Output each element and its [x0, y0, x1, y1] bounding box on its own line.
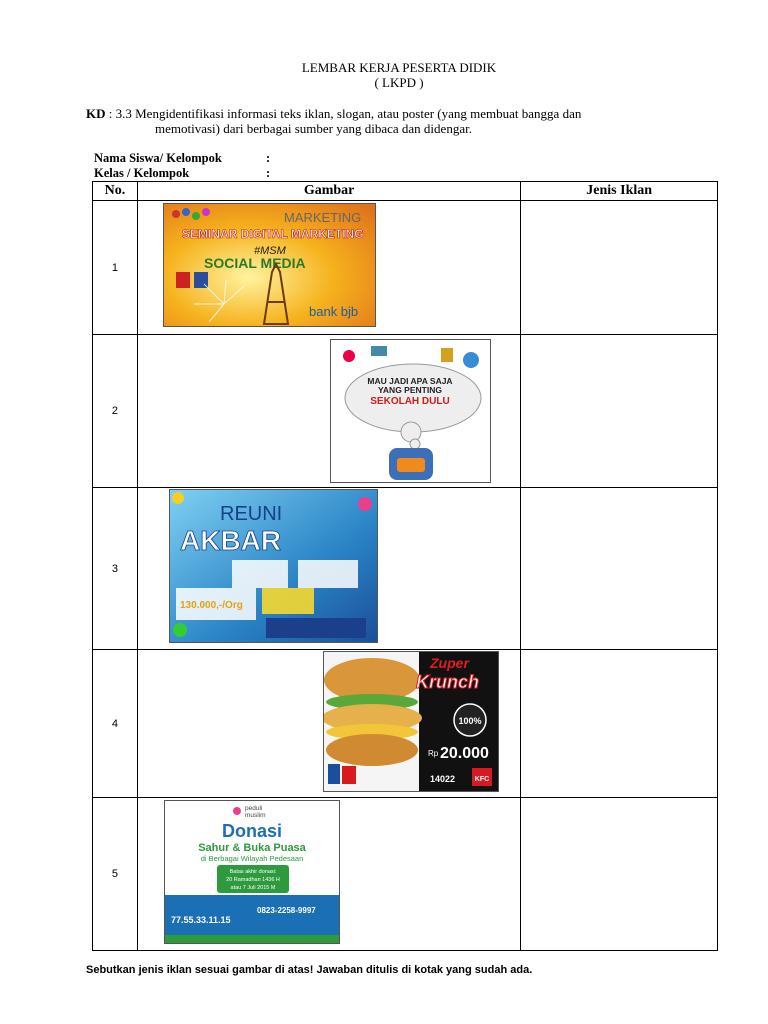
table-row — [93, 201, 718, 335]
nama-siswa-label: Nama Siswa/ Kelompok — [94, 151, 222, 165]
reuni-word: REUNI — [219, 503, 283, 525]
zuper-word: Zuper — [429, 655, 469, 671]
bank-bjb-logo: bank bjb — [308, 304, 359, 319]
kelas-field — [94, 166, 271, 181]
akbar-word: AKBAR — [179, 525, 282, 556]
social-media-word: SOCIAL MEDIA — [203, 255, 306, 271]
donasi-title: Donasi — [221, 821, 282, 841]
instruction-text: Sebutkan jenis iklan sesuai gambar di atas! Jawaban ditulis di kotak yang sudah ada. — [86, 964, 533, 976]
sms-number: 0823-2258-9997 — [256, 906, 316, 915]
table-row — [93, 798, 718, 951]
marketing-word: MARKETING — [283, 210, 362, 225]
reuni-akbar-poster — [169, 489, 378, 643]
donasi-subtitle: Sahur & Buka Puasa — [198, 842, 306, 854]
kelas-label: Kelas / Kelompok — [94, 166, 190, 180]
row-number: 2 — [93, 335, 138, 488]
price-value: 20.000 — [439, 745, 489, 762]
row-number: 1 — [93, 201, 138, 335]
badge-100: 100% — [458, 716, 482, 726]
page-title: LEMBAR KERJA PESERTA DIDIK — [301, 60, 497, 75]
donasi-poster — [164, 800, 340, 944]
sekolah-poster — [330, 339, 491, 483]
row-number: 3 — [93, 488, 138, 650]
jenis-iklan-answer[interactable] — [521, 201, 718, 335]
msm-hashtag: #MSM — [253, 245, 286, 257]
header-gambar: Gambar — [137, 182, 520, 201]
header-jenis-iklan: Jenis Iklan — [521, 182, 718, 201]
slogan-line3: SEKOLAH DULU — [370, 396, 450, 407]
krunch-word: Krunch — [415, 672, 479, 692]
nama-siswa-field — [94, 151, 271, 166]
kd-text-line1: : 3.3 Mengidentifikasi informasi teks iklan, slogan, atau poster (yang membuat bangga dan — [108, 106, 582, 121]
deadline-label: Batas akhir donasi: — [229, 869, 277, 875]
row-number: 5 — [93, 798, 138, 951]
seminar-marketing-poster — [163, 203, 376, 327]
jenis-iklan-answer[interactable] — [521, 488, 718, 650]
kd-text-line2: memotivasi) dari berbagai sumber yang dibaca dan didengar. — [155, 121, 472, 136]
price-text: 130.000,-/Org — [179, 600, 243, 611]
header-no: No. — [93, 182, 138, 201]
kd-label: KD — [86, 106, 106, 121]
zuper-krunch-poster — [323, 651, 499, 792]
table-row — [93, 335, 718, 488]
rp-label: Rp — [427, 749, 439, 758]
muslim-text: muslim — [244, 812, 266, 819]
table-header-row — [93, 182, 718, 201]
table-row — [93, 650, 718, 798]
kd-statement — [86, 106, 706, 136]
phone-number: 14022 — [429, 774, 455, 784]
peduli-text: peduli — [244, 805, 263, 812]
worksheet-table — [92, 181, 718, 951]
image-cell — [137, 201, 520, 335]
jenis-iklan-answer[interactable] — [521, 650, 718, 798]
account-number: 77.55.33.11.15 — [170, 915, 231, 925]
deadline-masehi: atau 7 Juli 2015 M — [230, 885, 276, 891]
image-cell — [137, 798, 520, 951]
jenis-iklan-answer[interactable] — [521, 798, 718, 951]
kfc-logo: KFC — [474, 776, 490, 783]
seminar-title: SEMINAR DIGITAL MARKETING — [181, 227, 364, 241]
image-cell — [137, 335, 520, 488]
jenis-iklan-answer[interactable] — [521, 335, 718, 488]
kelas-colon: : — [266, 166, 271, 180]
image-cell — [137, 650, 520, 798]
nama-siswa-colon: : — [266, 151, 271, 165]
image-cell — [137, 488, 520, 650]
deadline-hijri: 20 Ramadhan 1436 H — [226, 877, 280, 883]
page-subtitle: ( LKPD ) — [374, 75, 424, 90]
table-row — [93, 488, 718, 650]
slogan-line1: MAU JADI APA SAJA — [367, 376, 453, 386]
slogan-line2: YANG PENTING — [377, 385, 442, 395]
donasi-region: di Berbagai Wilayah Pedesaan — [200, 854, 304, 863]
row-number: 4 — [93, 650, 138, 798]
